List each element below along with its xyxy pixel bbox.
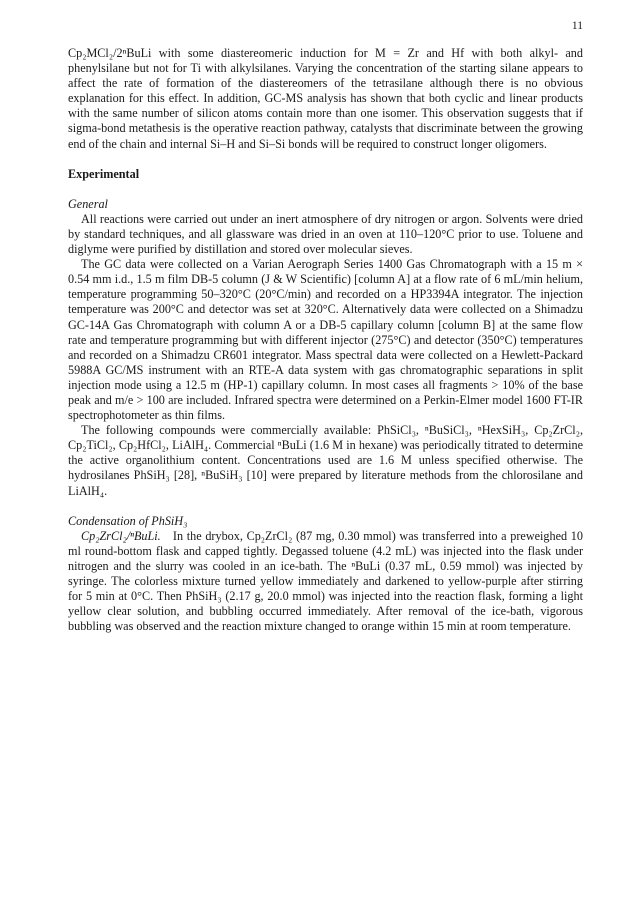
general-heading: General [68,196,108,211]
condensation-paragraph [68,529,583,635]
intro-paragraph: Cp₂MCl₂/2ⁿBuLi with some diastereomeric induction for M = Zr and Hf with both alkyl- and phenylsilane but not for Ti with alkylsilanes. Varying the concentration of the starting silane appears to affect the rate of formation of the diastereomers of the tetrasilane although there is no obvious explanation for this effect. In addition, GC-MS analysis has shown that both cyclic and linear products with the same number of silicon atoms contain more than one isomer. This observation suggests that if sigma-bond metathesis is the operative reaction pathway, catalysts that discriminate between the growing end of the chain and internal Si–H and Si–Si bonds will be required to construct longer oligomers. [68,46,583,151]
condensation-heading: Condensation of PhSiH₃ [68,513,188,528]
condensation-subhead: Cp₂ZrCl₂/ⁿBuLi. [81,528,161,543]
page-content [68,46,583,634]
general-paragraph-3: The following compounds were commercially available: PhSiCl₃, ⁿBuSiCl₃, ⁿHexSiH₃, Cp₂ZrCl₂, Cp₂TiCl₂, Cp₂HfCl₂, LiAlH₄. Commercial ⁿBuLi (1.6 M in hexane) was periodically titrated to determine the active organolithium content. Concentrations used are 1.6 M unless specified otherwise. The hydrosilanes PhSiH₃ [28], ⁿBuSiH₃ [10] were prepared by literature methods from the chlorosilane and LiAlH₄. [68,423,583,498]
page-number: 11 [571,20,583,32]
condensation-paragraph-text: In the drybox, Cp₂ZrCl₂ (87 mg, 0.30 mmol) was transferred into a preweighed 10 ml round-bottom flask and capped tightly. Degassed toluene (4.2 mL) was injected into the flask under nitrogen and the slurry was cooled in an ice-bath. The ⁿBuLi (0.37 mL, 0.59 mmol) was injected by syringe. The colorless mixture turned yellow immediately and darkened to yellow-purple after stirring for 5 min at 0°C. Then PhSiH₃ (2.17 g, 20.0 mmol) was injected into the reaction flask, forming a light yellow clear solution, and bubbling occurred immediately. After removal of the ice-bath, vigorous bubbling was observed and the reaction mixture changed to orange within 15 min at room temperature. [68,528,583,634]
experimental-heading: Experimental [68,166,140,181]
general-paragraph-1: All reactions were carried out under an inert atmosphere of dry nitrogen or argon. Solvents were dried by standard techniques, and all glassware was dried in an oven at 110–120°C prior to use. Toluene and diglyme were purified by distillation and stored over molecular sieves. [68,211,583,257]
general-paragraph-2: The GC data were collected on a Varian Aerograph Series 1400 Gas Chromatograph with a 15 m × 0.54 mm i.d., 1.5 m film DB-5 column (J & W Scientific) [column A] at a flow rate of 6 mL/min helium, temperature programming 50–320°C (20°C/min) and recorded on a HP3394A integrator. The injection temperature was 200°C and detector was set at 320°C. Alternatively data were collected on a Shimadzu GC-14A Gas Chromatograph with column A or a DB-5 capillary column [column B] at the same flow rate and temperature programming but with different injector (275°C) and detector (350°C) temperatures and recorded on a Shimadzu CR601 integrator. Mass spectral data were collected on a Hewlett-Packard 5988A GC/MS instrument with an RTE-A data system with gas chromatographic separations in split injection mode using a 12.5 m (HP-1) capillary column. In most cases all fragments > 10% of the base peak and m/e > 100 are included. Infrared spectra were determined on a Perkin-Elmer model 1600 FT-IR spectrophotometer as thin films. [68,257,583,423]
